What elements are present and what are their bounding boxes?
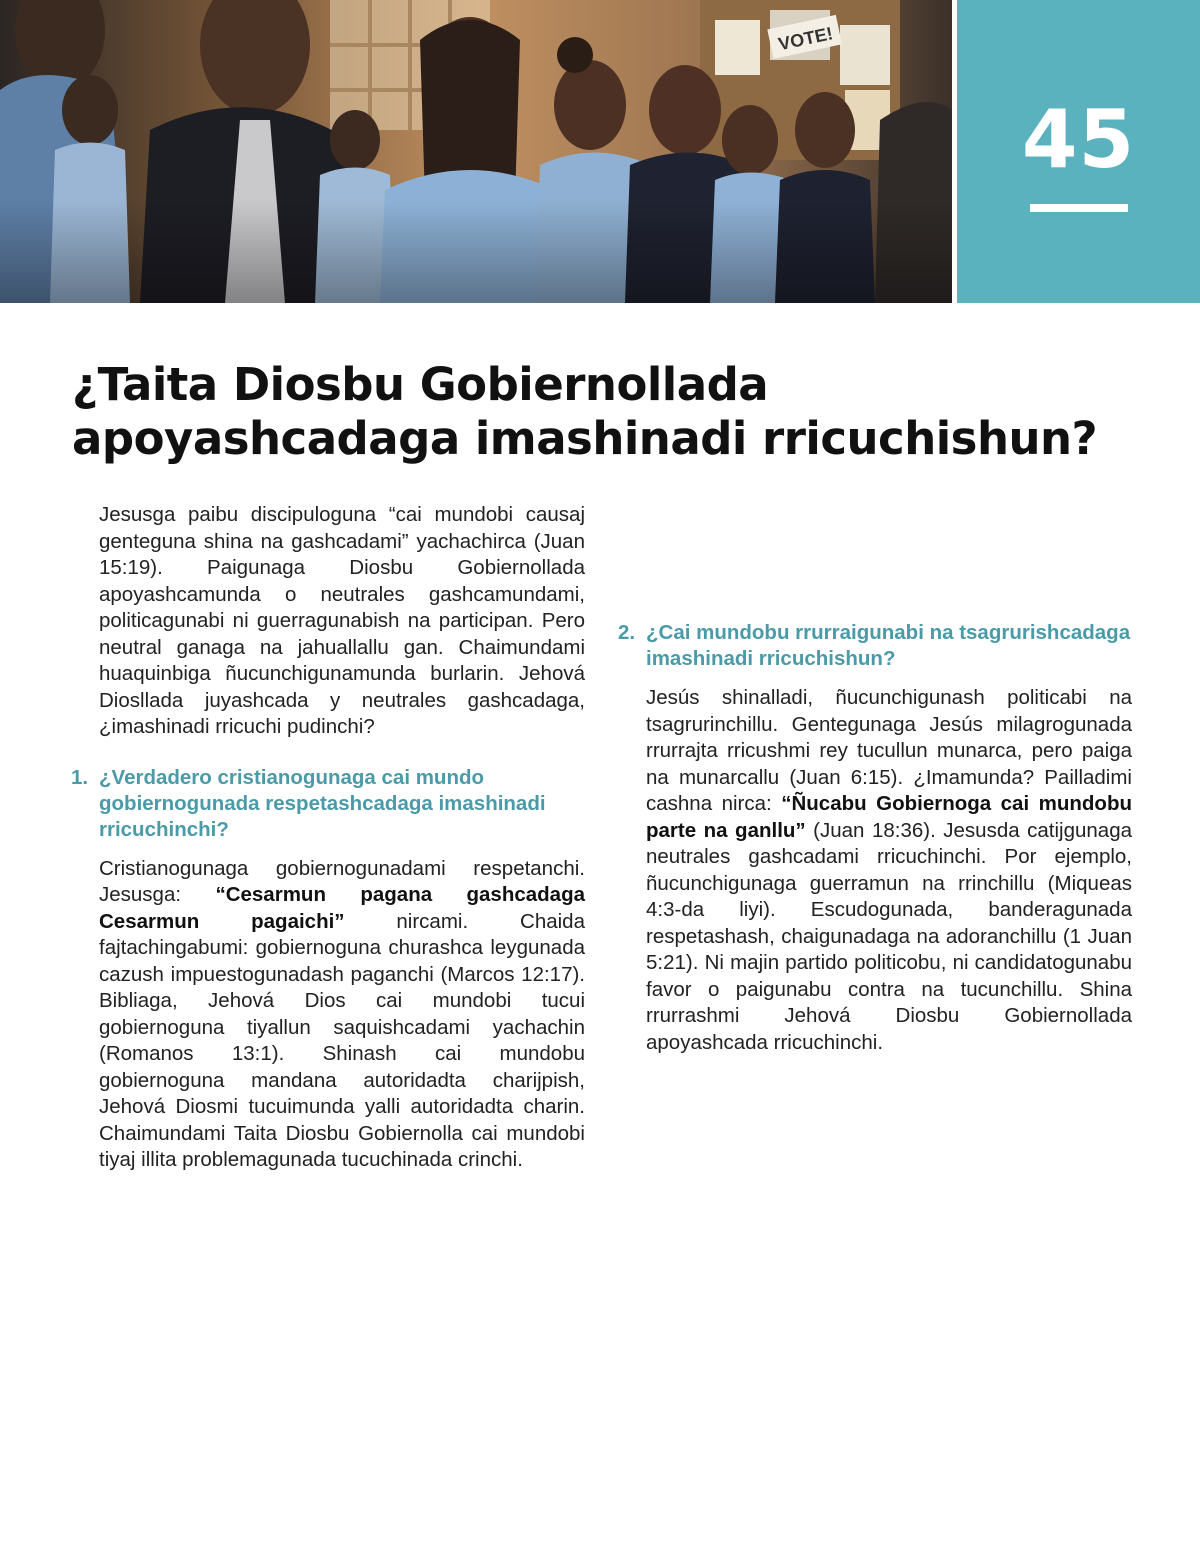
hero-photo — [0, 0, 952, 303]
left-column — [71, 502, 586, 1174]
lesson-number: 45 — [1021, 93, 1136, 186]
question-1-number: 1. — [71, 765, 89, 789]
question-2-number: 2. — [618, 621, 636, 644]
answer-1-quote: “Cesarmun pagana gashcadaga Cesarmun pagaichi” — [99, 883, 586, 933]
question-2-text: ¿Cai mundobu rrurraigunabi na tsagrurishcadaga imashinadi rricuchishun? — [646, 621, 1131, 670]
page-title-line-1: ¿Taita Diosbu Gobiernollada — [72, 358, 769, 411]
question-2 — [618, 620, 1132, 672]
answer-1-paragraph — [99, 856, 585, 1174]
lesson-number-box — [957, 0, 1200, 303]
answer-2-quote: “Ñucabu Gobiernoga cai mundobu parte na ganllu” — [646, 792, 1133, 842]
question-1 — [71, 765, 585, 843]
intro-paragraph: Jesusga paibu discipuloguna “cai mundobi causaj genteguna shina na gashcadami” yachachirca (Juan 15:19). Paigunaga Diosbu Gobiernollada apoyashcamunda o neutrales gashcamundami, politicagunabi ni guerragunabish na participan. Pero neutral ganaga na jahuallallu gan. Chaimundami huaquinbiga ñucunchigunamunda burlarin. Jehová Diosllada juyashcada y neutrales gashcadaga, ¿imashinadi rricuchi pudinchi? — [99, 503, 585, 738]
answer-1-text-end: nircami. Chaida fajtachingabumi: gobiernoguna churashca leygunada cazush impuestogunadash paganchi (Marcos 12:17). Bibliaga, Jehová Dios cai mundobi tucui gobiernoguna tiyallun saquishcadami yachachin (Romanos 13:1). Shinash cai mundobu gobiernoguna mandana autoridadta charijpish, Jehová Diosmi tucuimunda yalli autoridadta charin. Chaimundami Taita Diosbu Gobiernolla cai mundobi tiyaj illita problemagunada tucuchinada crinchi. — [99, 909, 585, 1171]
answer-2-paragraph — [646, 685, 1132, 1056]
answer-2-text-end: (Juan 18:36). Jesusda catijgunaga neutrales gashcadami rricuchinchi. Por ejemplo, ñucunchigunaga guerramun na rrinchillu (Miqueas 4:3-da liyi). Escudogunada, banderagunada respetashash, chaigunadaga na adoranchillu (1 Juan 5:21). Ni majin partido politicobu, ni candidatogunabu favor o paigunabu contra na tucunchillu. Shina rrurrashmi Jehová Diosbu Gobiernollada apoyashcada rricuchinchi. — [646, 818, 1132, 1054]
vote-sign: VOTE! — [776, 23, 835, 55]
students-saluting-illustration — [0, 0, 952, 303]
answer-1-text-start: Cristianogunaga gobiernogunadami respetanchi. Jesusga: — [99, 856, 585, 906]
page-title — [72, 358, 1152, 466]
lesson-number-underline — [1030, 204, 1128, 212]
answer-2-text-start: Jesús shinalladi, ñucunchigunash politicabi na tsagrurinchillu. Gentegunaga Jesús milagrogunada rrurrajta rricushmi rey tucullun munarca, pero paiga na munarcallu (Juan 6:15). ¿Imamunda? Pailladimi cashna nirca: — [646, 686, 1132, 815]
right-column — [618, 502, 1133, 1056]
page-title-line-2: apoyashcadaga imashinadi rricuchishun? — [72, 412, 1098, 465]
question-1-text: ¿Verdadero cristianogunaga cai mundo gobiernogunada respetashcadaga imashinadi rricuchinchi? — [99, 765, 546, 841]
